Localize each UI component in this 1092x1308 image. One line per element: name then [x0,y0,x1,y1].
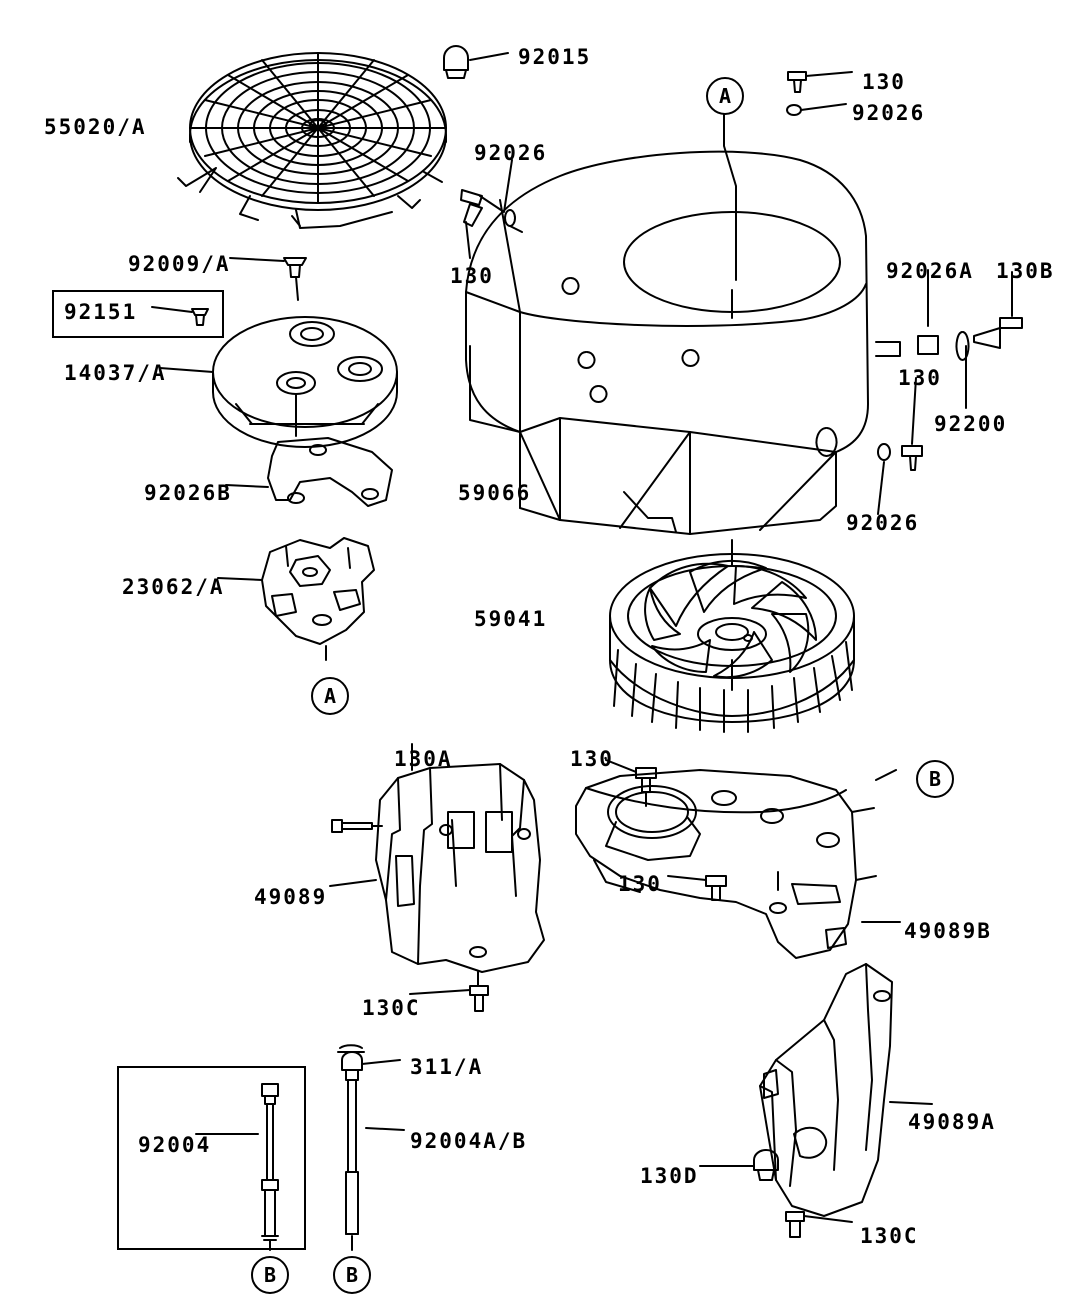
part-92015-graphic [444,46,508,78]
label-92015: 92015 [518,45,592,69]
fastener-group-left-housing [461,160,522,258]
label-92200: 92200 [934,412,1008,436]
label-92026-left: 92026 [474,141,548,165]
part-92004AB-graphic [338,1045,404,1250]
label-130B: 130B [996,259,1055,283]
label-49089B: 49089B [904,919,992,943]
fastener-group-top-right [787,72,852,115]
label-130-left: 130 [450,264,494,288]
label-23062A: 23062/A [122,575,225,599]
callout-b-bolt-2: B [333,1256,371,1294]
label-92026-top-right: 92026 [852,101,926,125]
label-92026B: 92026B [144,481,232,505]
part-92009A-graphic [230,258,306,300]
label-49089: 49089 [254,885,328,909]
part-92026B-graphic [226,438,392,506]
callout-b-shroud: B [916,760,954,798]
fan-screen-graphic [178,53,446,228]
label-130D: 130D [640,1164,699,1188]
label-92004AB: 92004A/B [410,1129,528,1153]
label-130-shroud-top: 130 [570,747,614,771]
part-59041-graphic [610,540,854,732]
label-59066: 59066 [458,481,532,505]
label-92151: 92151 [64,300,138,324]
label-55020A: 55020/A [44,115,147,139]
part-49089B-graphic [576,760,900,958]
label-92004: 92004 [138,1133,212,1157]
callout-b-bolt-1: B [251,1256,289,1294]
label-92009A: 92009/A [128,252,231,276]
label-311A: 311/A [410,1055,484,1079]
label-59041: 59041 [474,607,548,631]
label-130-right: 130 [898,366,942,390]
part-23062A-graphic [218,538,374,660]
label-49089A: 49089A [908,1110,996,1134]
label-14037A: 14037/A [64,361,167,385]
fastener-group-right-housing [878,270,1022,514]
label-130C: 130C [362,996,421,1020]
callout-a-housing: A [706,77,744,115]
frame-92004 [117,1066,306,1250]
callout-a-bracket: A [311,677,349,715]
part-49089-graphic [330,744,544,1011]
label-130C-bottom: 130C [860,1224,919,1248]
label-130A: 130A [394,747,453,771]
label-130-top: 130 [862,70,906,94]
label-92026A: 92026A [886,259,974,283]
label-92026-lower-right: 92026 [846,511,920,535]
label-130-shroud-mid: 130 [618,872,662,896]
part-59066-graphic [466,152,900,534]
part-49089A-graphic [700,964,932,1237]
